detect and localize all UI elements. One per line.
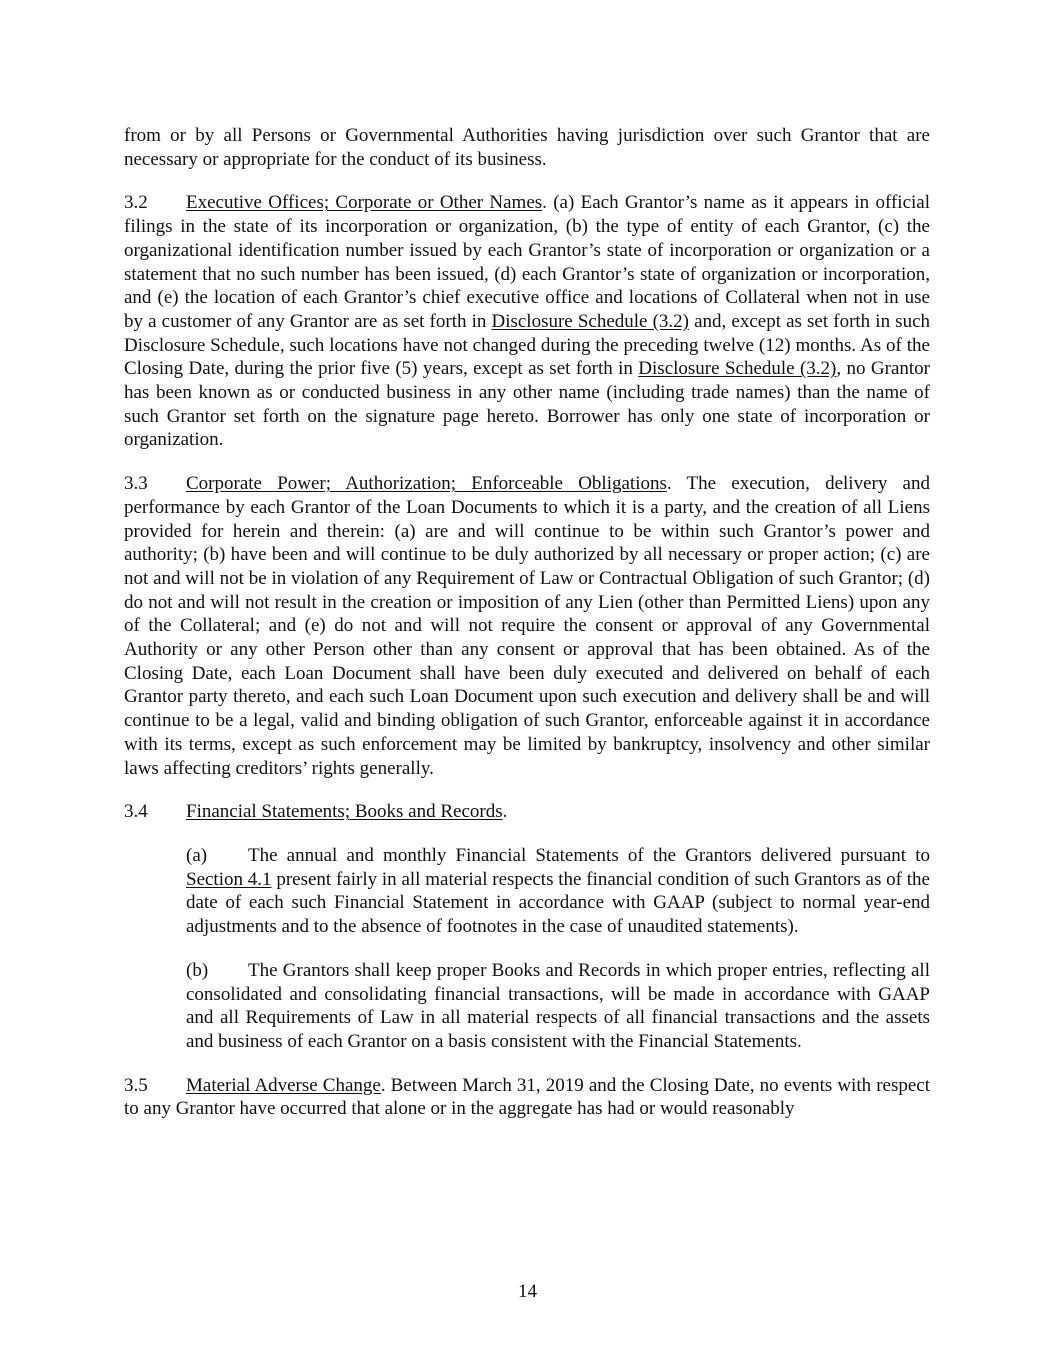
section-3-5 (124, 1074, 930, 1121)
section-text: , no Grantor has been known as or conducted business in any other name (including trade names) than the name of such Grantor set forth on the signature page hereto. Borrower has only one state of incorporation or organization. (124, 358, 931, 451)
page-number: 14 (518, 1281, 537, 1302)
section-3-4-b (186, 959, 930, 1054)
section-text: . (a) Each Grantor’s name as it appears in official filings in the state of its incorporation or organization, (b) the type of entity of each Grantor, (c) the organizational identification number issued by each Grantor’s state of incorporation or organization or a statement that no such number has been issued, (d) each Grantor’s state of organization or incorporation, and (e) the location of each Grantor’s chief executive office and locations of Collateral when not in use by a customer of any Grantor are as set forth in (124, 192, 930, 332)
disclosure-schedule-link: Disclosure Schedule (3.2) (491, 310, 689, 332)
subsection-text: The Grantors shall keep proper Books and Records in which proper entries, reflecting all consolidated and consolidating financial transactions, will be made in accordance with GAAP and all Requirements of Law in all material respects of all financial transactions and the assets and business of each Grantor on a basis consistent with the Financial Statements. (186, 959, 930, 1052)
section-number: 3.3 (124, 473, 148, 495)
section-title: Corporate Power; Authorization; Enforceable Obligations (186, 473, 667, 495)
section-3-4-a (186, 844, 930, 939)
subsection-label: (b) (186, 959, 209, 981)
section-3-4 (124, 800, 930, 824)
subsection-text: The annual and monthly Financial Statements of the Grantors delivered pursuant to (248, 844, 930, 866)
section-reference-link: Section 4.1 (186, 868, 272, 890)
section-title: Financial Statements; Books and Records (186, 801, 503, 823)
section-title: Material Adverse Change (186, 1074, 381, 1096)
section-title-end: . (502, 801, 508, 823)
section-number: 3.5 (124, 1074, 148, 1096)
document-page (124, 124, 930, 1141)
section-text: . The execution, delivery and performance by each Grantor of the Loan Documents to which it is a party, and the creation of all Liens provided for herein and therein: (a) are and will continue to be within such Grantor’s power and authority; (b) have been and will continue to be duly authorized by all necessary or proper action; (c) are not and will not be in violation of any Requirement of Law or Contractual Obligation of such Grantor; (d) do not and will not result in the creation or imposition of any Lien (other than Permitted Liens) upon any of the Collateral; and (e) do not and will not require the consent or approval of any Governmental Authority or any other Person other than any consent or approval that has been obtained. As of the Closing Date, each Loan Document shall have been duly executed and delivered on behalf of each Grantor party thereto, and each such Loan Document upon such execution and delivery shall be and will continue to be a legal, valid and binding obligation of such Grantor, enforceable against it in accordance with its terms, except as such enforcement may be limited by bankruptcy, insolvency and other similar laws affecting creditors’ rights generally. (124, 473, 930, 779)
section-text: and, except as set forth in such Disclosure Schedule, such locations have not changed during the preceding twelve (12) months. As of the Closing Date, during the prior five (5) years, except as set forth in (124, 310, 930, 380)
section-3-3 (124, 472, 930, 780)
section-number: 3.2 (124, 192, 148, 214)
section-title: Executive Offices; Corporate or Other Names (186, 192, 543, 214)
section-text: . Between March 31, 2019 and the Closing Date, no events with respect to any Grantor have occurred that alone or in the aggregate has had or would reasonably (124, 1074, 931, 1120)
section-3-2 (124, 191, 930, 452)
subsection-text: present fairly in all material respects the financial condition of such Grantors as of the date of each such Financial Statement in accordance with GAAP (subject to normal year-end adjustments and to the absence of footnotes in the case of unaudited statements). (186, 868, 930, 938)
section-number: 3.4 (124, 801, 148, 823)
intro-paragraph: from or by all Persons or Governmental Authorities having jurisdiction over such Grantor that are necessary or appropriate for the conduct of its business. (124, 125, 930, 170)
disclosure-schedule-link: Disclosure Schedule (3.2) (638, 358, 837, 380)
subsection-label: (a) (186, 844, 208, 866)
